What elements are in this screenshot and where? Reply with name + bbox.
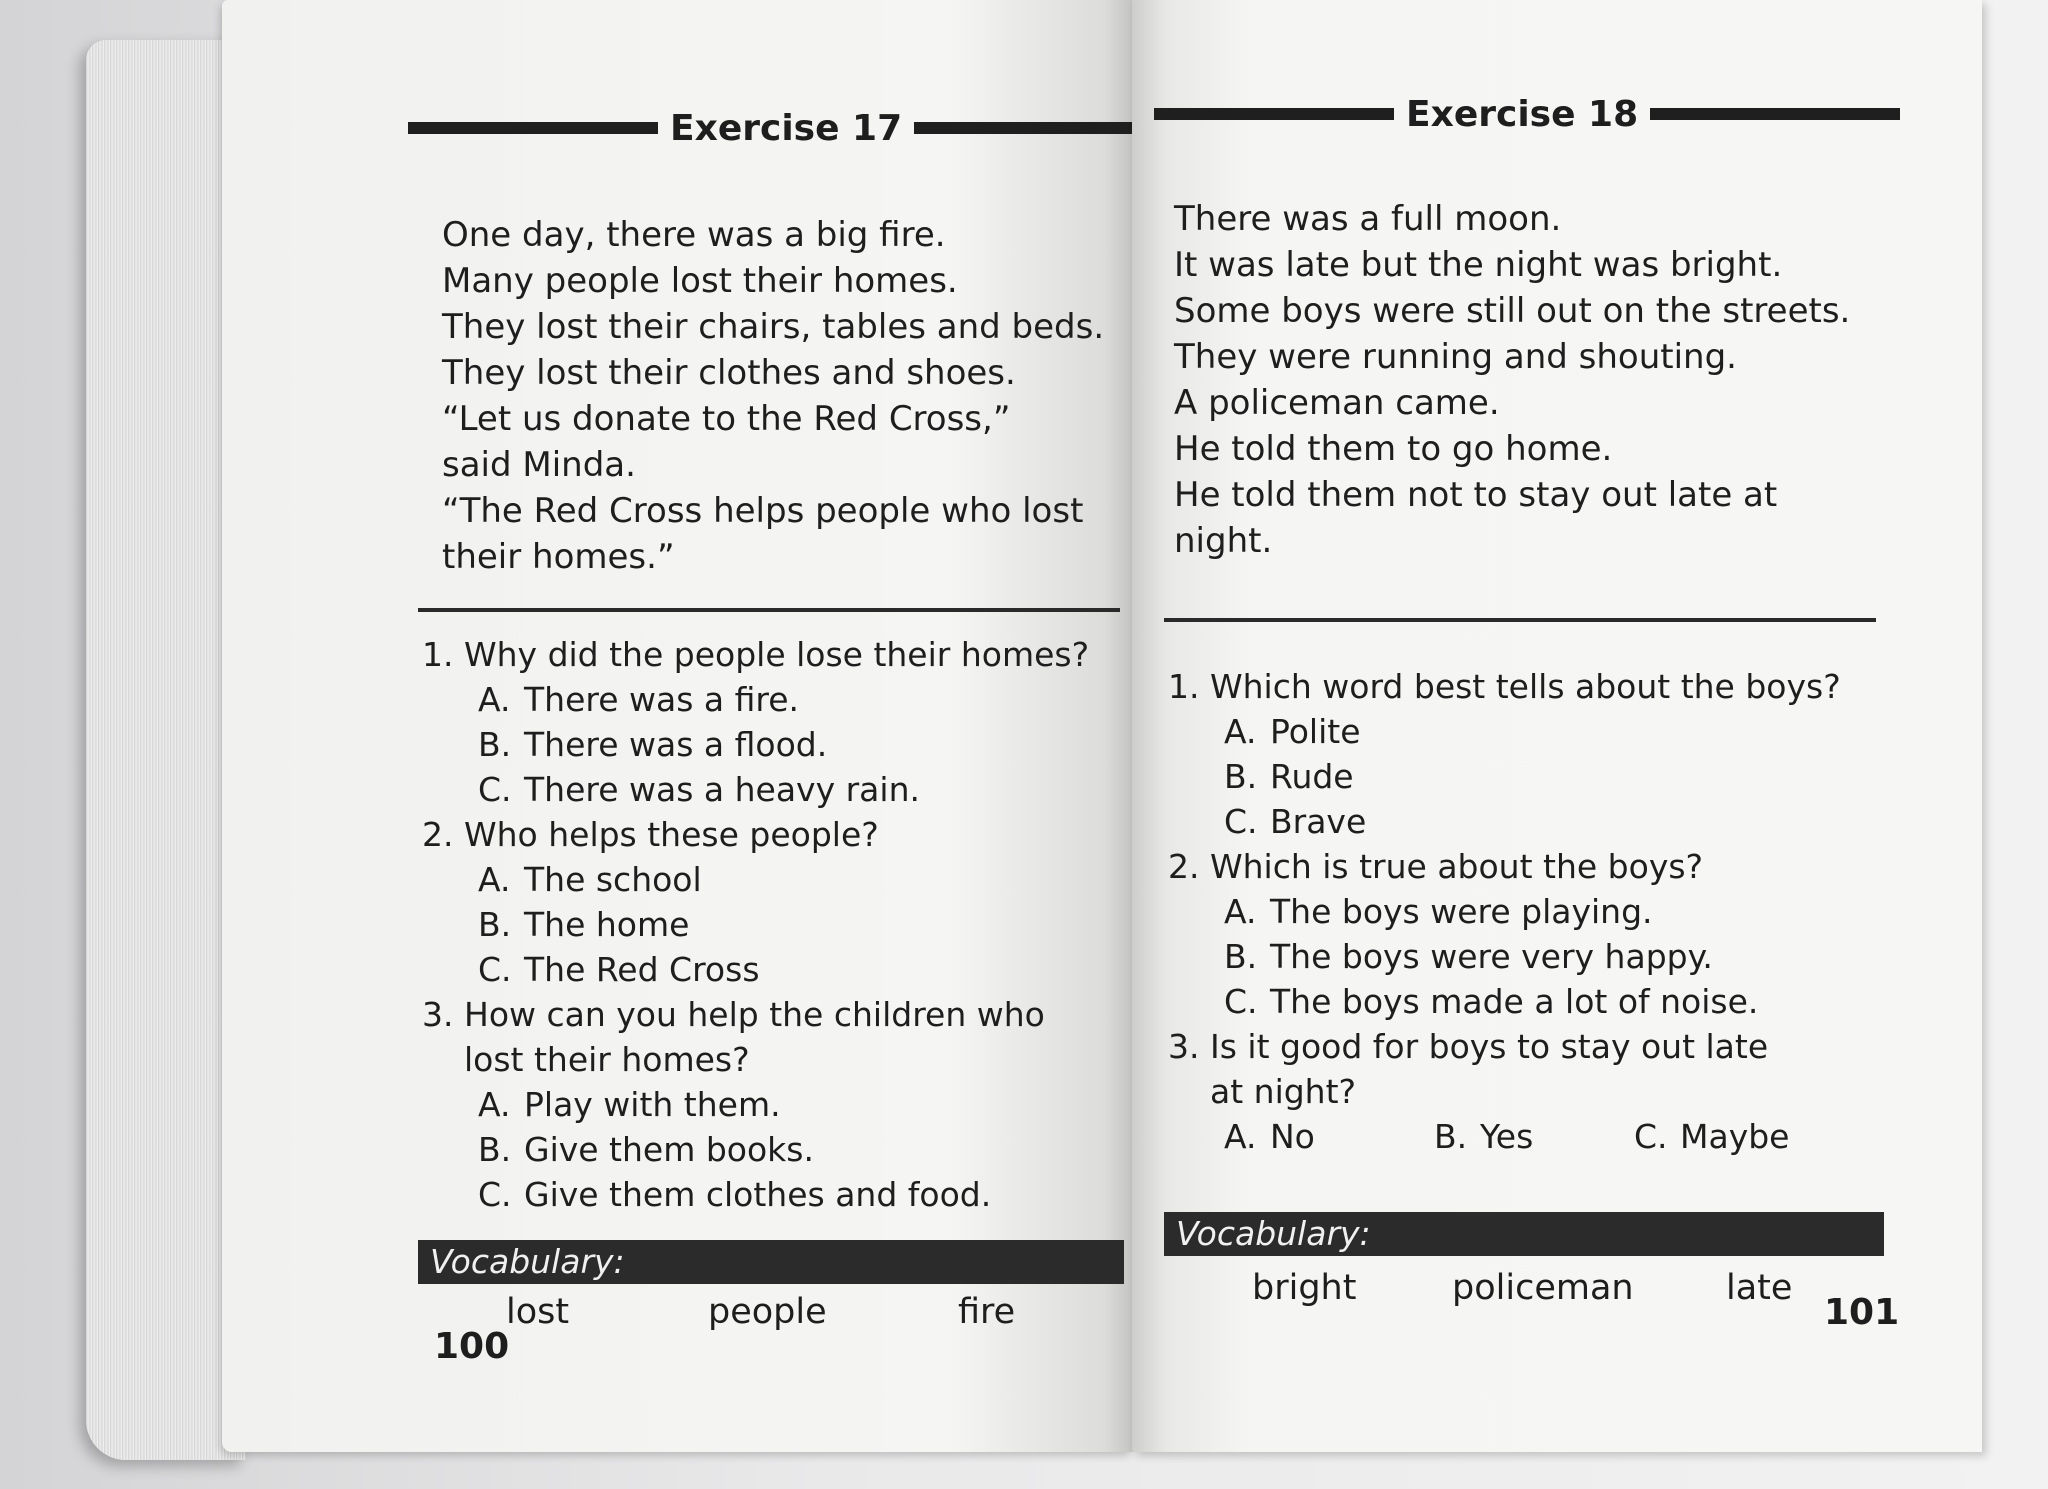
question-number: 1. — [422, 635, 454, 674]
question-text: Is it good for boys to stay out late at night? — [1210, 1027, 1769, 1111]
option-text: The boys were very happy. — [1270, 937, 1713, 976]
vocabulary-word: lost — [506, 1292, 570, 1332]
exercise-title: Exercise 17 — [670, 107, 903, 149]
story-line: their homes.” — [442, 537, 675, 577]
option-text: Brave — [1270, 802, 1367, 841]
option-letter: A. — [1224, 1117, 1257, 1156]
answer-option — [1634, 1114, 1789, 1159]
story-line: night. — [1174, 521, 1273, 561]
story-line: He told them not to stay out late at — [1174, 475, 1778, 515]
option-text: Polite — [1270, 712, 1361, 751]
exercise-header — [408, 106, 1132, 150]
option-text: Give them clothes and food. — [524, 1175, 992, 1214]
option-text: The boys were playing. — [1270, 892, 1653, 931]
question-number: 1. — [1168, 667, 1200, 706]
option-letter: B. — [1224, 757, 1258, 796]
option-letter: A. — [478, 860, 511, 899]
option-text: The school — [524, 860, 702, 899]
answer-option — [1434, 1114, 1634, 1159]
vocabulary-words — [418, 1290, 1118, 1338]
question-number: 3. — [422, 995, 454, 1034]
exercise-title: Exercise 18 — [1406, 93, 1639, 135]
option-text: The boys made a lot of noise. — [1270, 982, 1759, 1021]
option-letter: C. — [478, 770, 512, 809]
vocabulary-word: people — [708, 1292, 827, 1332]
option-letter: B. — [478, 1130, 512, 1169]
header-rule-left — [1154, 108, 1394, 120]
question — [1168, 664, 1908, 709]
option-letter: A. — [478, 680, 511, 719]
question-text: Who helps these people? — [464, 815, 879, 854]
answer-options-row — [1168, 1114, 1908, 1159]
answer-option — [422, 1172, 1122, 1217]
option-letter: B. — [478, 905, 512, 944]
answer-option — [1168, 934, 1908, 979]
answer-option — [422, 902, 1122, 947]
story-line: It was late but the night was bright. — [1174, 245, 1783, 285]
answer-option — [422, 947, 1122, 992]
vocabulary-label: Vocabulary: — [418, 1240, 1124, 1284]
question-number: 2. — [1168, 847, 1200, 886]
story-line: One day, there was a big fire. — [442, 215, 946, 255]
question — [422, 992, 1122, 1082]
option-text: There was a fire. — [524, 680, 800, 719]
question-text: Which is true about the boys? — [1210, 847, 1704, 886]
option-letter: C. — [478, 1175, 512, 1214]
question — [1168, 844, 1908, 889]
answer-option — [422, 857, 1122, 902]
answer-option — [1168, 709, 1908, 754]
story-line: “The Red Cross helps people who lost — [442, 491, 1084, 531]
option-text: There was a heavy rain. — [524, 770, 920, 809]
question-number: 3. — [1168, 1027, 1200, 1066]
question-list — [422, 632, 1122, 1217]
header-rule-right — [914, 122, 1132, 134]
open-book — [86, 0, 1902, 1460]
question-list — [1168, 664, 1908, 1159]
answer-option — [1168, 979, 1908, 1024]
section-divider — [1164, 618, 1876, 622]
section-divider — [418, 608, 1120, 612]
story-line: Some boys were still out on the streets. — [1174, 291, 1851, 331]
option-text: Give them books. — [524, 1130, 814, 1169]
left-page — [222, 0, 1132, 1452]
answer-option — [1168, 754, 1908, 799]
option-letter: A. — [1224, 892, 1257, 931]
option-letter: B. — [1224, 937, 1258, 976]
story-line: He told them to go home. — [1174, 429, 1613, 469]
option-letter: B. — [478, 725, 512, 764]
question — [422, 812, 1122, 857]
question-text: Which word best tells about the boys? — [1210, 667, 1841, 706]
option-letter: C. — [1634, 1117, 1668, 1156]
answer-option — [422, 767, 1122, 812]
header-rule-right — [1650, 108, 1900, 120]
right-page — [1132, 0, 1982, 1452]
story-line: They lost their chairs, tables and beds. — [442, 307, 1105, 347]
question — [422, 632, 1122, 677]
option-text: There was a flood. — [524, 725, 828, 764]
option-letter: C. — [1224, 982, 1258, 1021]
story-line: “Let us donate to the Red Cross,” — [442, 399, 1011, 439]
answer-option — [422, 1127, 1122, 1172]
page-number: 100 — [434, 1326, 510, 1367]
story-line: They were running and shouting. — [1174, 337, 1737, 377]
vocabulary-word: fire — [958, 1292, 1016, 1332]
story-line: said Minda. — [442, 445, 636, 485]
exercise-header — [1154, 92, 1900, 136]
question-text: Why did the people lose their homes? — [464, 635, 1090, 674]
option-text: Rude — [1270, 757, 1354, 796]
story-line: They lost their clothes and shoes. — [442, 353, 1016, 393]
answer-option — [1224, 1114, 1434, 1159]
answer-option — [1168, 889, 1908, 934]
question-number: 2. — [422, 815, 454, 854]
question-text: How can you help the children who lost their homes? — [464, 995, 1045, 1079]
option-letter: B. — [1434, 1117, 1468, 1156]
vocabulary-words — [1164, 1266, 1884, 1314]
vocabulary-word: late — [1726, 1268, 1793, 1308]
option-text: The home — [524, 905, 690, 944]
vocabulary-word: policeman — [1452, 1268, 1634, 1308]
story-line: There was a full moon. — [1174, 199, 1562, 239]
question — [1168, 1024, 1908, 1114]
vocabulary-label: Vocabulary: — [1164, 1212, 1884, 1256]
story-passage — [442, 212, 1104, 580]
option-text: Maybe — [1680, 1117, 1790, 1156]
answer-option — [1168, 799, 1908, 844]
story-passage — [1174, 196, 1850, 564]
option-letter: C. — [478, 950, 512, 989]
option-letter: A. — [1224, 712, 1257, 751]
story-line: Many people lost their homes. — [442, 261, 958, 301]
story-line: A policeman came. — [1174, 383, 1500, 423]
answer-option — [422, 677, 1122, 722]
option-text: Yes — [1480, 1117, 1534, 1156]
option-text: The Red Cross — [524, 950, 760, 989]
answer-option — [422, 722, 1122, 767]
option-text: Play with them. — [524, 1085, 781, 1124]
page-number: 101 — [1824, 1292, 1900, 1333]
option-letter: C. — [1224, 802, 1258, 841]
option-text: No — [1270, 1117, 1315, 1156]
vocabulary-word: bright — [1252, 1268, 1357, 1308]
option-letter: A. — [478, 1085, 511, 1124]
answer-option — [422, 1082, 1122, 1127]
header-rule-left — [408, 122, 658, 134]
